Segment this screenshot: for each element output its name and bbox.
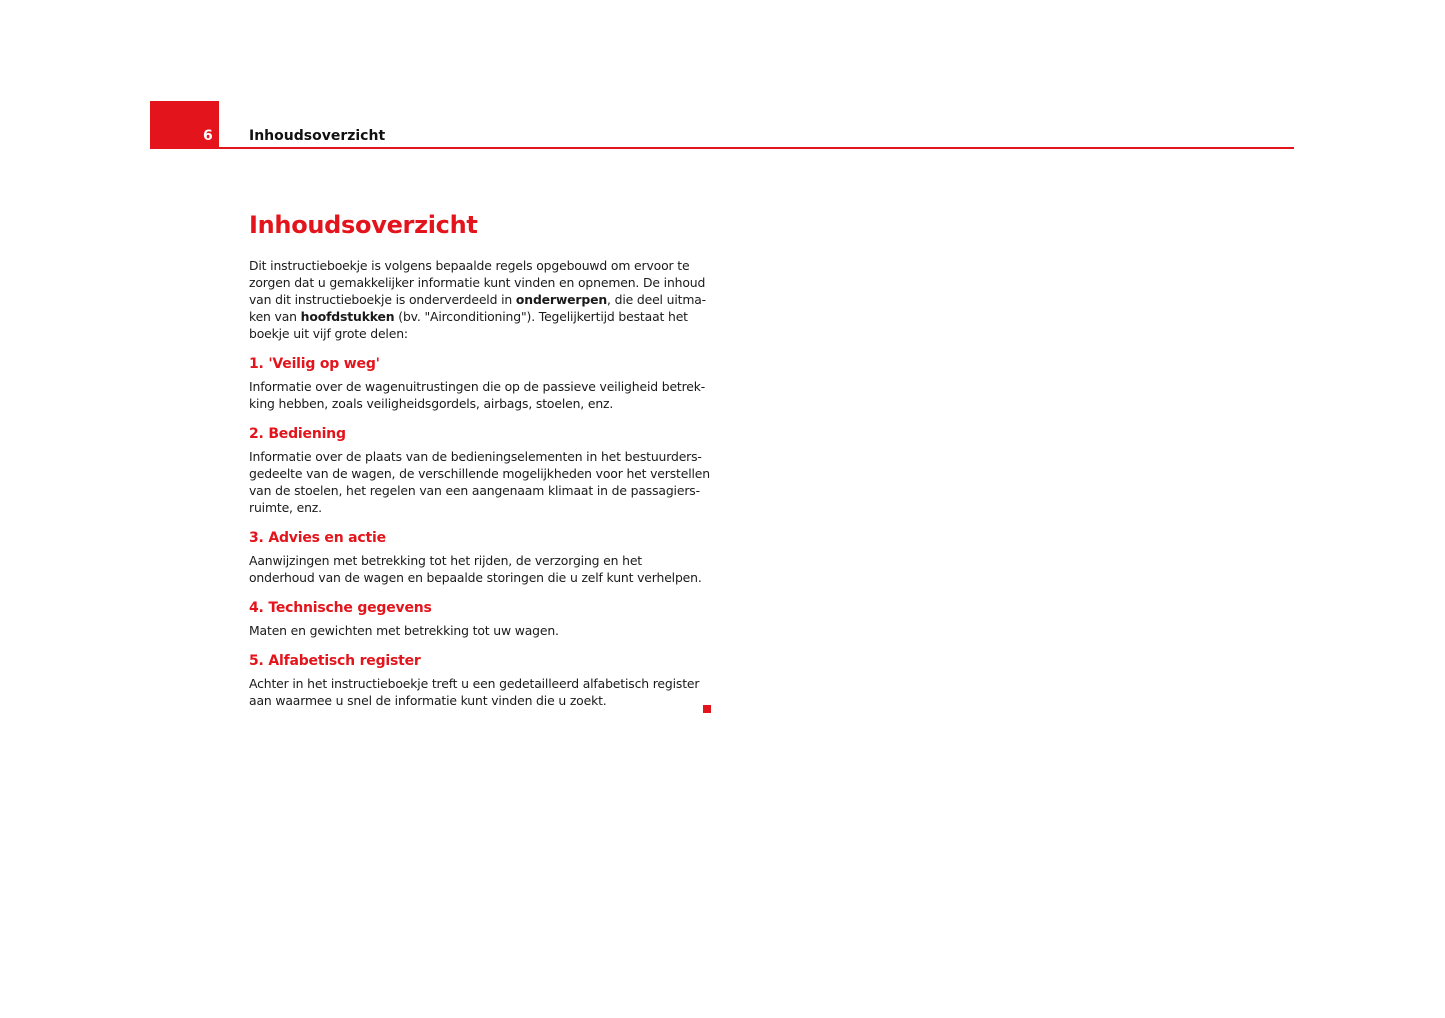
intro-bold-hoofdstukken: hoofdstukken <box>300 309 395 324</box>
section-text-technische-gegevens: Maten en gewichten met betrekking tot uw wagen. <box>249 623 559 638</box>
section-text-veilig-op-weg: Informatie over de wagenuitrustingen die op de passieve veiligheid betrek-king hebben, zoals veiligheidsgordels, airbags, stoelen, enz. <box>249 379 706 411</box>
section-text-advies-en-actie: Aanwijzingen met betrekking tot het rijden, de verzorging en het onderhoud van de wagen en bepaalde storingen die u zelf kunt verhelpen. <box>249 553 702 585</box>
intro-text-2: , die deel uitma-ken van <box>249 292 707 324</box>
section-title-bediening: 2. Bediening <box>249 426 346 442</box>
end-of-topic-square-icon <box>703 705 711 713</box>
section-title-advies-en-actie: 3. Advies en actie <box>249 530 386 546</box>
header-divider <box>219 147 1294 149</box>
section-text-alfabetisch-register: Achter in het instructieboekje treft u een gedetailleerd alfabetisch register aan waarmee u snel de informatie kunt vinden die u zoekt. <box>249 676 700 708</box>
intro-paragraph <box>249 257 711 342</box>
main-content <box>249 208 711 709</box>
intro-text-1: Dit instructieboekje is volgens bepaalde regels opgebouwd om ervoor te zorgen dat u gemakkelijker informatie kunt vinden en opnemen. De inhoud van dit instructieboekje is onderverdeeld in <box>249 258 706 307</box>
running-header-title: Inhoudsoverzicht <box>249 128 386 144</box>
page-title: Inhoudsoverzicht <box>249 211 478 239</box>
intro-bold-onderwerpen: onderwerpen <box>515 292 608 307</box>
page-number: 6 <box>203 128 213 144</box>
section-text-bediening: Informatie over de plaats van de bedieningselementen in het bestuurders-gedeelte van de wagen, de verschillende mogelijkheden voor het verstellen van de stoelen, het regelen van een aangenaam klimaat in de passagiers-ruimte, enz. <box>249 449 710 515</box>
section-title-alfabetisch-register: 5. Alfabetisch register <box>249 653 421 669</box>
section-title-technische-gegevens: 4. Technische gegevens <box>249 600 432 616</box>
section-title-veilig-op-weg: 1. 'Veilig op weg' <box>249 356 380 372</box>
intro-text-3: (bv. "Airconditioning"). Tegelijkertijd bestaat het boekje uit vijf grote delen: <box>249 309 688 341</box>
